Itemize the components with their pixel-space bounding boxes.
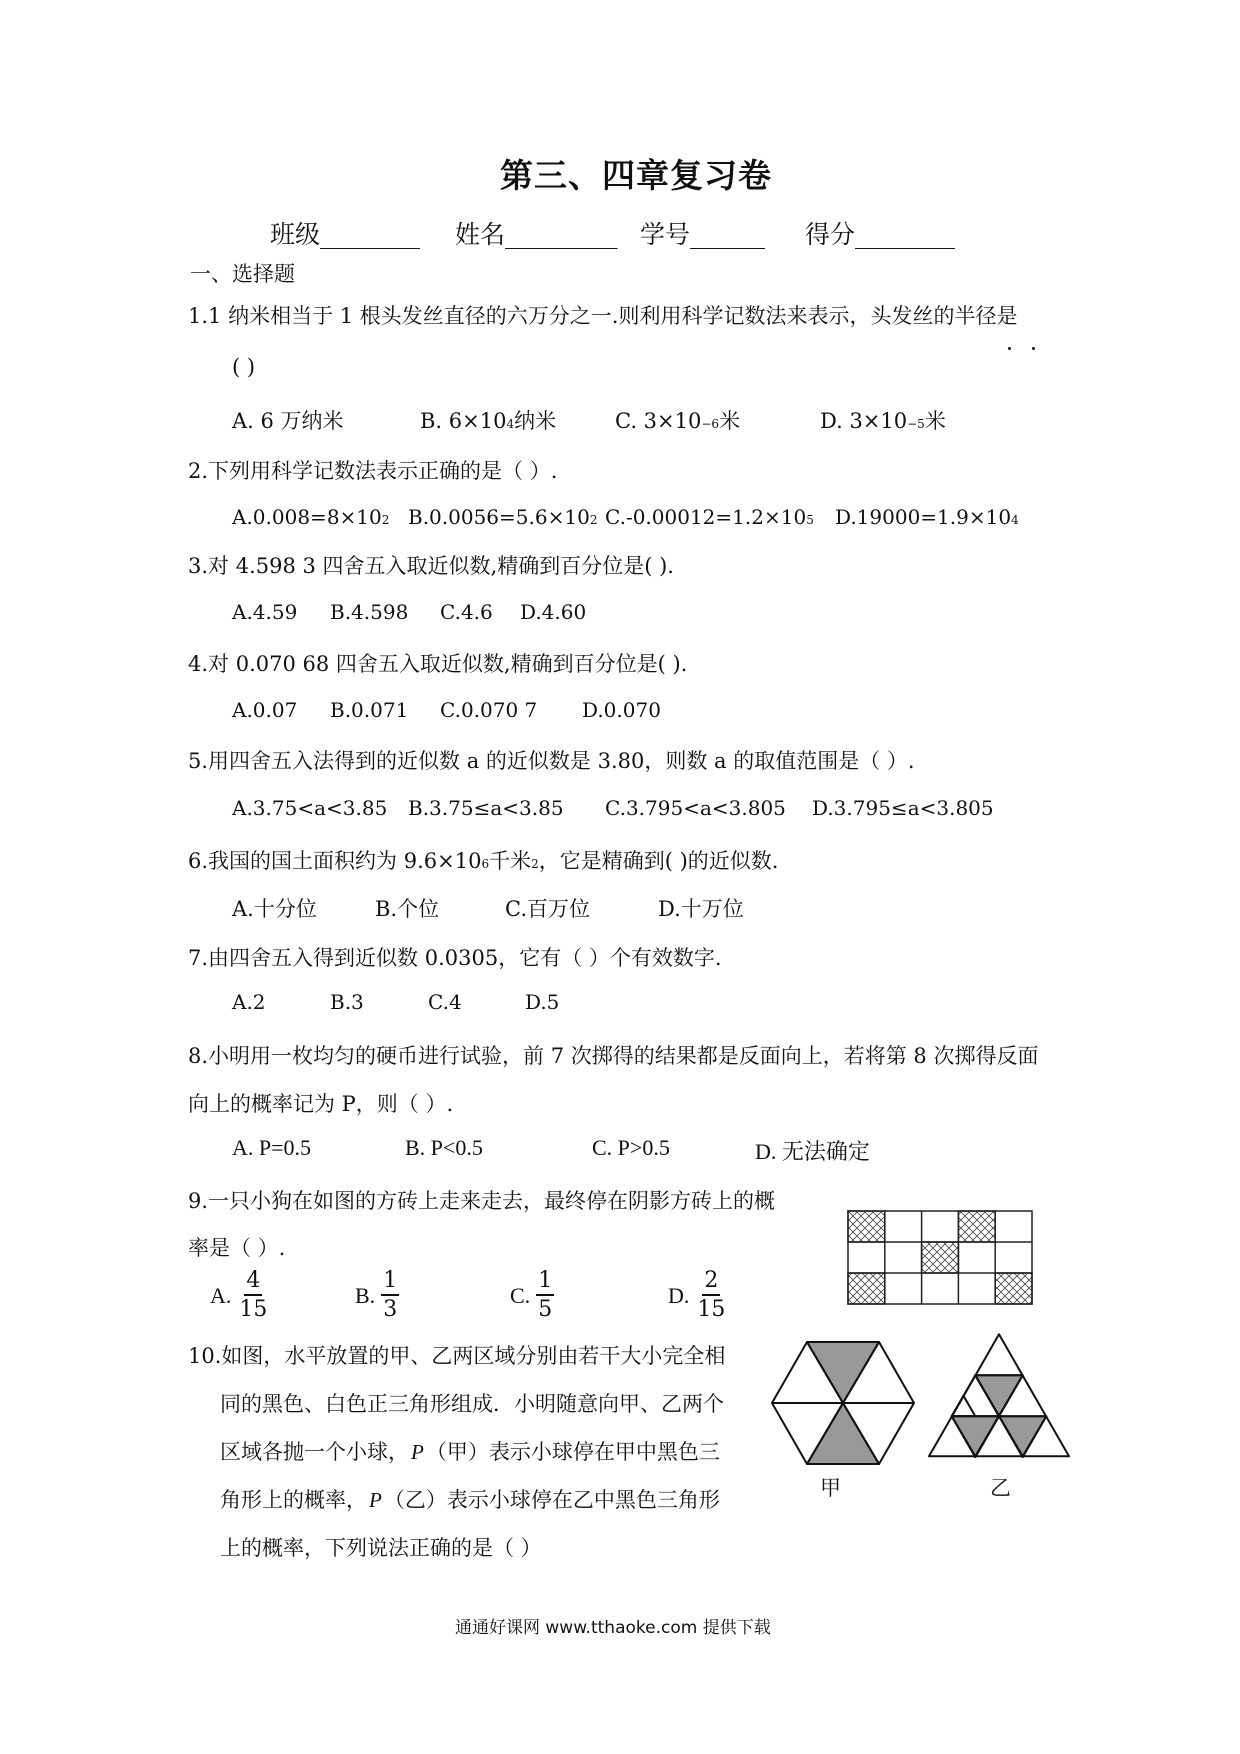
q1-option-a: A. 6 万纳米 (232, 409, 344, 433)
question-8-line-2: 向上的概率记为 P，则（ ）. (188, 1092, 454, 1116)
q6-option-c: C.百万位 (505, 897, 590, 921)
q7-option-d: D.5 (525, 990, 560, 1014)
q8-option-b: B. P<0.5 (405, 1135, 483, 1160)
q9-option-d: D. $\frac{2}{15}$ (668, 1268, 726, 1322)
emphasis-dot (1032, 347, 1035, 350)
student-id-field: 学号______ (640, 220, 766, 249)
q2-option-d: D.19000=1.9×10 4 (835, 505, 1019, 529)
q2-option-b: B.0.0056=5.6×10 2 (408, 505, 598, 529)
question-3-text: 3.对 4.598 3 四舍五入取近似数,精确到百分位是( ). (188, 554, 674, 578)
q7-option-b: B.3 (330, 990, 364, 1014)
question-8-line-1: 8.小明用一枚均匀的硬币进行试验，前 7 次掷得的结果都是反面向上，若将第 8 次掷得反面 (188, 1044, 1039, 1068)
question-9-line-2: 率是（ ）. (188, 1236, 286, 1260)
question-4-text: 4.对 0.070 68 四舍五入取近似数,精确到百分位是( ). (188, 652, 688, 676)
figure-label-yi: 乙 (990, 1476, 1011, 1500)
q9-option-b: B. $\frac{1}{3}$ (355, 1268, 398, 1322)
q6-option-d: D.十万位 (658, 897, 744, 921)
q5-option-a: A.3.75<a<3.85 (232, 796, 388, 820)
q5-option-c: C.3.795<a<3.805 (605, 796, 786, 820)
question-5-text: 5.用四舍五入法得到的近似数 a 的近似数是 3.80，则数 a 的取值范围是（ ）. (188, 749, 915, 773)
question-1-answer-paren: ( ) (232, 355, 256, 379)
class-field: 班级________ (270, 220, 421, 249)
q4-option-c: C.0.070 7 (440, 698, 538, 722)
emphasis-dot (1008, 347, 1011, 350)
q7-option-a: A.2 (232, 990, 266, 1014)
q1-option-b: B. 6×10 4 纳米 (420, 409, 557, 433)
q4-option-b: B.0.071 (330, 698, 409, 722)
q7-option-c: C.4 (428, 990, 462, 1014)
q6-option-b: B.个位 (375, 897, 440, 921)
q5-option-d: D.3.795≤a<3.805 (812, 796, 994, 820)
question-6-text: 6.我国的国土面积约为 9.6×10 6 千米 2 ，它是精确到( )的近似数. (188, 849, 779, 873)
question-2-text: 2.下列用科学记数法表示正确的是（ ）. (188, 459, 558, 483)
question-7-text: 7.由四舍五入得到近似数 0.0305，它有（ ）个有效数字. (188, 946, 722, 970)
q1-option-d: D. 3×10 −5 米 (820, 409, 946, 433)
q2-option-c: C.-0.00012=1.2×10 5 (605, 505, 814, 529)
question-10-line-2: 同的黑色、白色正三角形组成．小明随意向甲、乙两个 (220, 1392, 724, 1416)
page-title: 第三、四章复习卷 (500, 156, 772, 195)
footer-text: 通通好课网 www.tthaoke.com 提供下载 (455, 1618, 771, 1638)
hexagon-region-figure (768, 1338, 918, 1468)
question-10-line-5: 上的概率，下列说法正确的是（ ） (220, 1536, 542, 1560)
section-heading: 一、选择题 (190, 262, 295, 286)
q4-option-a: A.0.07 (232, 698, 298, 722)
name-field: 姓名_________ (455, 220, 618, 249)
q3-option-c: C.4.6 (440, 600, 493, 624)
tile-grid-figure (845, 1208, 1035, 1308)
q4-option-d: D.0.070 (582, 698, 661, 722)
q3-option-b: B.4.598 (330, 600, 409, 624)
q9-option-a: A. $\frac{4}{15}$ (210, 1268, 268, 1322)
question-9-line-1: 9.一只小狗在如图的方砖上走来走去，最终停在阴影方砖上的概 (188, 1189, 776, 1213)
score-field: 得分________ (805, 220, 956, 249)
q1-option-c: C. 3×10 −6 米 (615, 409, 741, 433)
q8-option-c: C. P>0.5 (592, 1135, 670, 1160)
question-1-text: 1.1 纳米相当于 1 根头发丝直径的六万分之一.则利用科学记数法来表示，头发丝的半径是 (188, 304, 1018, 328)
q6-option-a: A.十分位 (232, 897, 317, 921)
q3-option-d: D.4.60 (520, 600, 587, 624)
question-10-line-3: 区域各抛一个小球， P （甲）表示小球停在甲中黑色三 (220, 1440, 720, 1464)
figure-label-jia: 甲 (820, 1476, 841, 1500)
q9-option-c: C. $\frac{1}{5}$ (510, 1268, 553, 1322)
q8-option-d: D. 无法确定 (755, 1139, 870, 1164)
q2-option-a: A.0.008=8×10 2 (232, 505, 390, 529)
q5-option-b: B.3.75≤a<3.85 (408, 796, 564, 820)
q3-option-a: A.4.59 (232, 600, 298, 624)
triangle-region-figure (928, 1333, 1070, 1458)
q8-option-a: A. P=0.5 (232, 1135, 312, 1160)
question-10-line-1: 10.如图，水平放置的甲、乙两区域分别由若干大小完全相 (188, 1344, 726, 1368)
question-10-line-4: 角形上的概率， P （乙）表示小球停在乙中黑色三角形 (220, 1488, 720, 1512)
